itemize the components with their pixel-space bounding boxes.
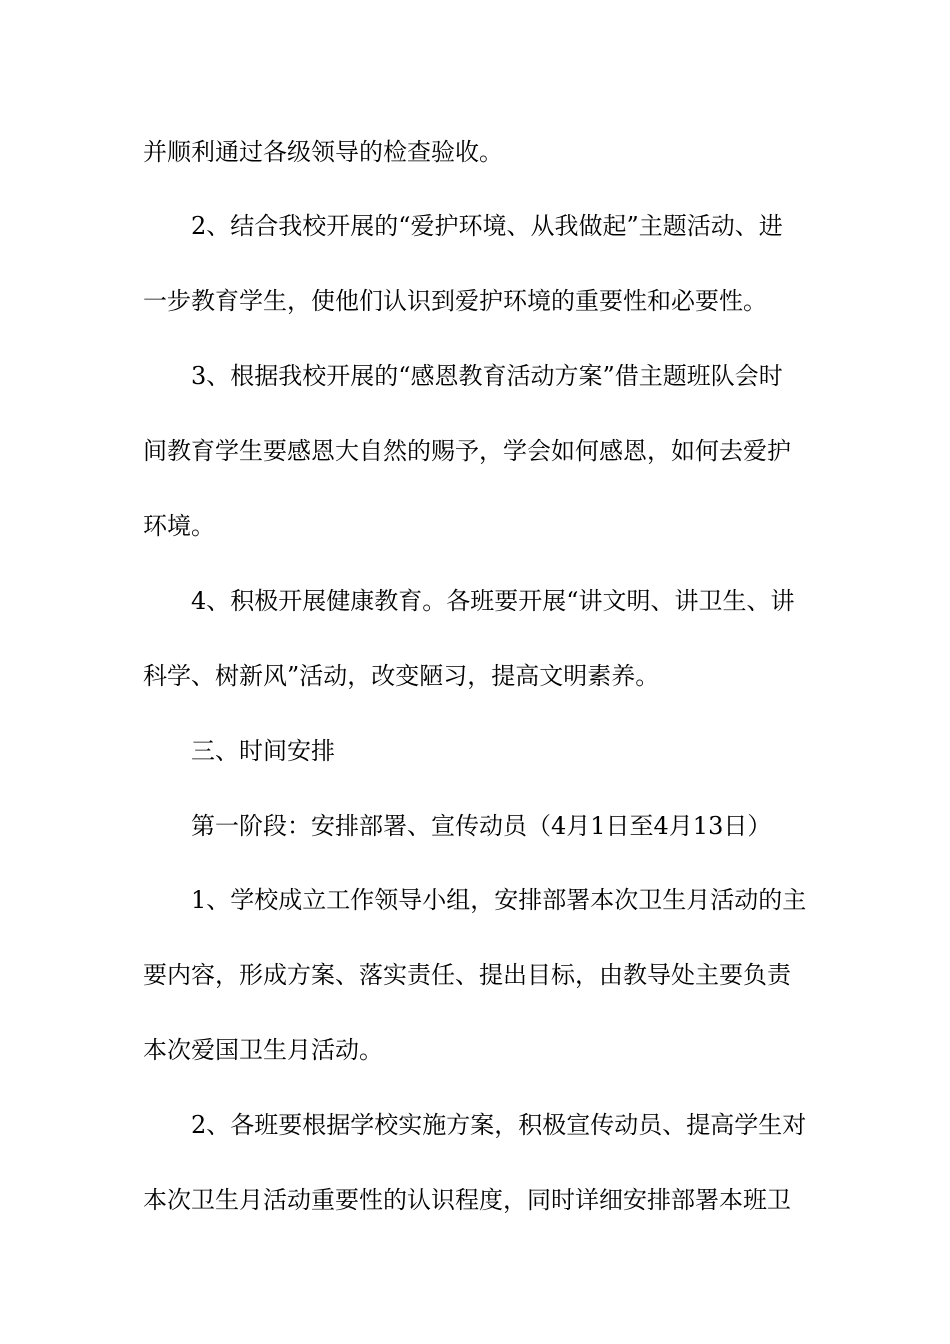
stage-one-heading: 第一阶段：安排部署、宣传动员（4月1日至4月13日） (191, 812, 772, 840)
stage-item-2-line-2: 本次卫生月活动重要性的认识程度，同时详细安排部署本班卫 (143, 1186, 791, 1214)
section-heading-schedule: 三、时间安排 (191, 737, 335, 765)
paragraph-item-2-line-2: 一步教育学生，使他们认识到爱护环境的重要性和必要性。 (143, 287, 767, 315)
paragraph-item-3-line-2: 间教育学生要感恩大自然的赐予，学会如何感恩，如何去爱护 (143, 437, 791, 465)
paragraph-item-4-line-1: 4、积极开展健康教育。各班要开展“讲文明、讲卫生、讲 (191, 587, 795, 615)
stage-item-2-line-1: 2、各班要根据学校实施方案，积极宣传动员、提高学生对 (191, 1111, 807, 1139)
paragraph-item-3-line-1: 3、根据我校开展的“感恩教育活动方案”借主题班队会时 (191, 362, 783, 390)
paragraph-item-4-line-2: 科学、树新风”活动，改变陋习，提高文明素养。 (143, 662, 660, 690)
text-line-continuation: 并顺利通过各级领导的检查验收。 (143, 138, 503, 166)
stage-item-1-line-1: 1、学校成立工作领导小组，安排部署本次卫生月活动的主 (191, 886, 807, 914)
paragraph-item-2-line-1: 2、结合我校开展的“爱护环境、从我做起”主题活动、进 (191, 212, 783, 240)
stage-item-1-line-2: 要内容，形成方案、落实责任、提出目标，由教导处主要负责 (143, 961, 791, 989)
stage-item-1-line-3: 本次爱国卫生月活动。 (143, 1036, 383, 1064)
paragraph-item-3-line-3: 环境。 (143, 512, 215, 540)
